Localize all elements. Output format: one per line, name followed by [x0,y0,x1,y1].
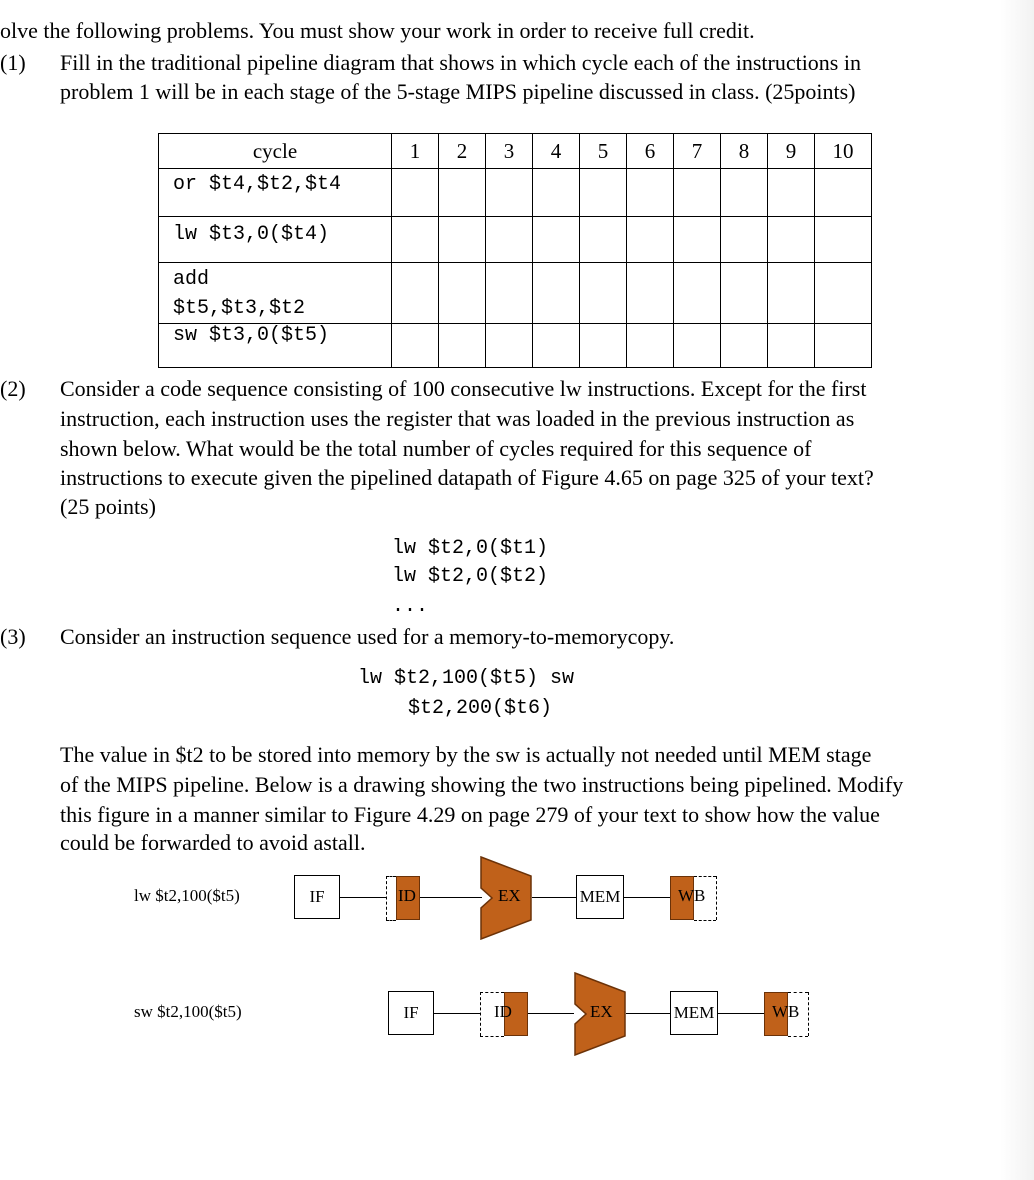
cycle-7: 7 [674,134,721,169]
stage-ex-label: EX [590,1002,613,1021]
wb-dashed-top [788,992,808,993]
cell[interactable] [392,169,439,217]
cycle-10: 10 [815,134,872,169]
problem-2-line-5: (25 points) [60,494,156,519]
cell[interactable] [486,169,533,217]
diagram-row-1-label: lw $t2,100($t5) [134,886,240,905]
table-row [159,217,872,263]
stage-mem [670,991,718,1035]
cell[interactable] [768,324,815,368]
diagram-row-2-label: sw $t2,100($t5) [134,1002,242,1021]
stage-if [388,991,434,1035]
problem-3-para-3: this figure in a manner similar to Figure 4.29 on page 279 of your text to show how the value [60,802,880,827]
instruction-add: add [173,268,210,291]
id-dashed-bottom [480,1036,504,1037]
cell[interactable] [392,263,439,324]
problem-3-para-4: could be forwarded to avoid astall. [60,830,366,855]
code-line: lw $t2,0($t1) [392,537,549,560]
problem-3-para-1: The value in $t2 to be stored into memory by the sw is actually not needed until MEM stage [60,742,872,767]
problem-2-line-1: Consider a code sequence consisting of 100 consecutive lw instructions. Except for the first [60,376,867,401]
cell[interactable] [533,263,580,324]
cell[interactable] [533,169,580,217]
problem-3-line-1: Consider an instruction sequence used for a memory-to-memorycopy. [60,624,675,649]
cell[interactable] [580,169,627,217]
cell[interactable] [533,217,580,263]
problem-2-line-4: instructions to execute given the pipelined datapath of Figure 4.65 on page 325 of your text? [60,465,874,490]
code-line: lw $t2,100($t5) sw [358,667,575,690]
cell[interactable] [627,217,674,263]
cell[interactable] [486,324,533,368]
pipeline-table [158,133,872,368]
cycle-header: cycle [159,134,392,169]
stage-id-label: ID [398,886,416,905]
instruction-sw: sw $t3,0($t5) [173,324,330,347]
cell[interactable] [439,169,486,217]
cell[interactable] [580,217,627,263]
cycle-6: 6 [627,134,674,169]
cell[interactable] [627,263,674,324]
code-line: $t2,200($t6) [408,697,553,720]
stage-id-label: ID [494,1002,512,1021]
cell[interactable] [815,217,872,263]
problem-2-number: (2) [0,376,26,401]
instruction-cell [159,217,392,263]
cell[interactable] [721,169,768,217]
stage-if-label: IF [403,1003,419,1022]
id-dashed-half [480,992,481,1036]
connector [718,1013,764,1014]
stage-wb-label: WB [772,1002,800,1021]
connector [340,897,386,898]
id-dashed-half [386,876,387,920]
code-line: lw $t2,0($t2) [392,565,549,588]
connector [434,1013,480,1014]
id-dashed-top [386,876,396,877]
instruction-add-operands: $t5,$t3,$t2 [173,297,306,320]
wb-dashed-half [808,992,809,1036]
cell[interactable] [627,169,674,217]
wb-dashed-half [716,876,717,920]
cell[interactable] [439,324,486,368]
stage-mem [576,875,624,919]
problem-3-number: (3) [0,624,26,649]
cell[interactable] [392,324,439,368]
cell[interactable] [674,324,721,368]
cell[interactable] [674,169,721,217]
problem-1-line-1: Fill in the traditional pipeline diagram that shows in which cycle each of the instructions in [60,50,861,75]
stage-if [294,875,340,919]
cycle-1: 1 [392,134,439,169]
table-row [159,169,872,217]
cell[interactable] [815,324,872,368]
connector [626,1013,670,1014]
wb-dashed-bottom [694,920,716,921]
cell[interactable] [721,324,768,368]
problem-2-line-3: shown below. What would be the total number of cycles required for this sequence of [60,436,812,461]
connector [528,1013,574,1014]
wb-dashed-top [694,876,716,877]
cycle-9: 9 [768,134,815,169]
cell[interactable] [486,217,533,263]
id-dashed-top [480,992,504,993]
stage-if-label: IF [309,887,325,906]
cell[interactable] [533,324,580,368]
cell[interactable] [392,217,439,263]
cell[interactable] [721,263,768,324]
cell[interactable] [580,263,627,324]
cycle-3: 3 [486,134,533,169]
cell[interactable] [627,324,674,368]
problem-1-number: (1) [0,50,26,75]
cell[interactable] [674,217,721,263]
cycle-8: 8 [721,134,768,169]
cell[interactable] [768,217,815,263]
cell[interactable] [768,169,815,217]
problem-2-line-2: instruction, each instruction uses the register that was loaded in the previous instruction as [60,406,855,431]
cell[interactable] [439,217,486,263]
table-row [159,324,872,368]
code-ellipsis: ... [392,595,429,618]
cell[interactable] [674,263,721,324]
cycle-2: 2 [439,134,486,169]
connector [420,897,482,898]
stage-wb-label: WB [678,886,706,905]
instruction-cell [159,263,392,324]
table-row [159,263,872,324]
cell[interactable] [439,263,486,324]
problem-1-line-2: problem 1 will be in each stage of the 5-stage MIPS pipeline discussed in class. (25points) [60,79,856,104]
stage-mem-label: MEM [579,887,621,906]
cell[interactable] [815,169,872,217]
cycle-5: 5 [580,134,627,169]
instructions-header: olve the following problems. You must show your work in order to receive full credit. [0,18,755,43]
id-dashed-bottom [386,920,396,921]
stage-ex-label: EX [498,886,521,905]
wb-dashed-bottom [788,1036,808,1037]
instruction-cell [159,169,392,217]
connector [532,897,576,898]
cell[interactable] [486,263,533,324]
connector [624,897,670,898]
instruction-or: or $t4,$t2,$t4 [173,173,342,196]
cell[interactable] [815,263,872,324]
cycle-4: 4 [533,134,580,169]
cell[interactable] [721,217,768,263]
instruction-lw: lw $t3,0($t4) [173,223,330,246]
cell[interactable] [768,263,815,324]
stage-mem-label: MEM [673,1003,715,1022]
instruction-cell [159,324,392,368]
cell[interactable] [580,324,627,368]
problem-3-para-2: of the MIPS pipeline. Below is a drawing showing the two instructions being pipelined. Modify [60,772,904,797]
